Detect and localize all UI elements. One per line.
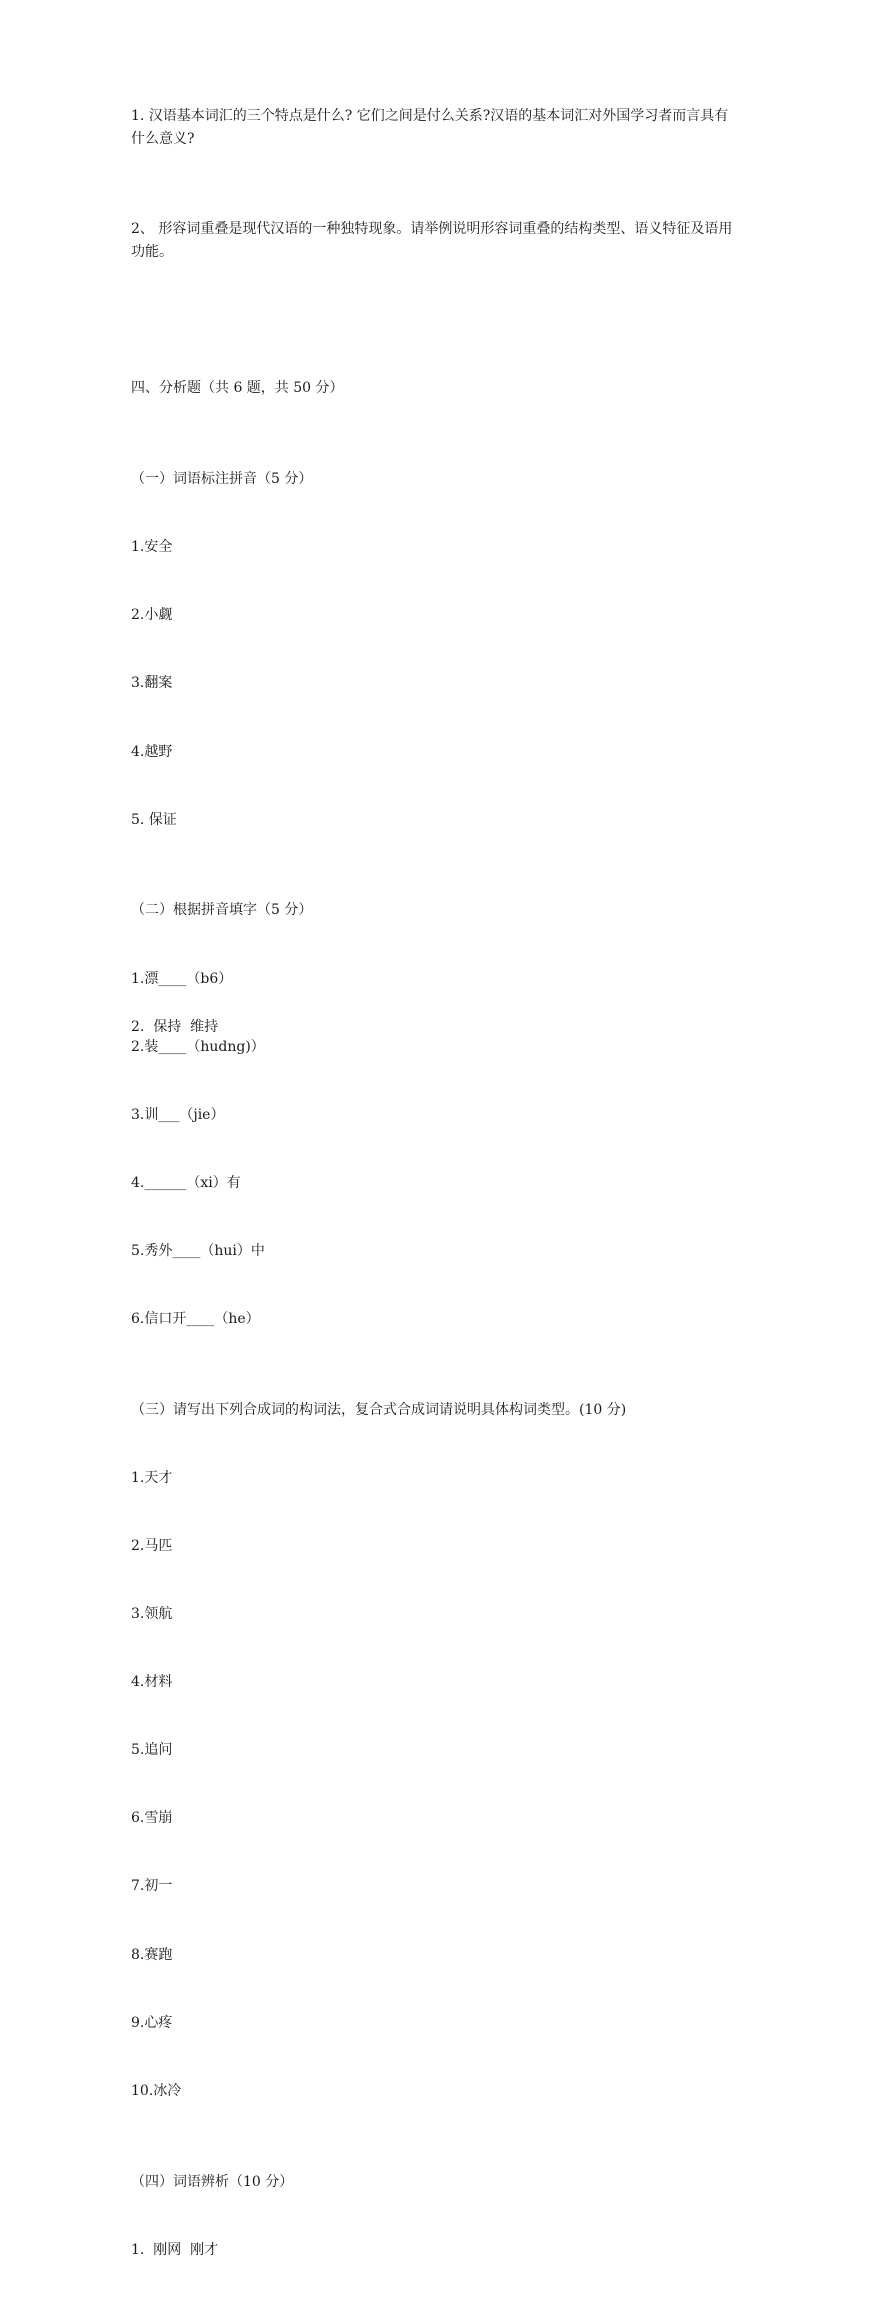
- part-3-item: 5.追问: [131, 1742, 173, 1759]
- part-2-item: 5.秀外____（hui）中: [131, 1242, 265, 1259]
- part-2-item: 3.训___（jie）: [131, 1106, 225, 1123]
- part-2-item: 4.______（xi）有: [131, 1174, 241, 1191]
- part-3-item: 2.马匹: [131, 1538, 173, 1555]
- part-3-item: 4.材料: [131, 1674, 173, 1691]
- part-3-item: 1.天才: [131, 1469, 173, 1486]
- part-1-item: 2.小觑: [131, 607, 173, 624]
- section-4: [131, 332, 751, 2307]
- section-4-title: 四、分析题（共 6 题，共 50 分）: [131, 380, 344, 397]
- part-3-item: 7.初一: [131, 1878, 173, 1895]
- part-3-item: 3.领航: [131, 1606, 173, 1623]
- part-2-heading: （二）根据拼音填字（5 分）: [131, 902, 313, 919]
- part-4-item: 1. 刚网 刚才: [131, 2241, 219, 2258]
- part-1-item: 1.安全: [131, 539, 173, 556]
- part-3-item: 9.心疼: [131, 2014, 173, 2031]
- part-3-heading: （三）请写出下列合成词的构词法，复合式合成词请说明具体构词类型。(10 分): [131, 1401, 627, 1418]
- part-2-item: 2.装____（hudng)）: [131, 1038, 265, 1055]
- part-1-heading: （一）词语标注拼音（5 分）: [131, 471, 313, 488]
- part-1-item: 4.越野: [131, 743, 173, 760]
- question-1: 1. 汉语基本词汇的三个特点是什么? 它们之间是付么关系?汉语的基本词汇对外国学习者而言具有什么意义?: [131, 108, 729, 147]
- question-2: 2、 形容词重叠是现代汉语的一种独特现象。请举例说明形容词重叠的结构类型、语义特征及语用功能。: [131, 221, 733, 260]
- part-2-item: 1.漂____（b6）: [131, 970, 233, 987]
- part-3-item: 8.赛跑: [131, 1946, 173, 1963]
- part-2-item: 6.信口开____（he）: [131, 1311, 260, 1328]
- part-4-heading: （四）词语辨析（10 分）: [131, 2173, 294, 2190]
- part-3-item: 6.雪崩: [131, 1810, 173, 1827]
- part-3-item: 10.冰冷: [131, 2082, 182, 2099]
- part-1-item: 3.翻案: [131, 675, 173, 692]
- part-4-item: 2. 保持 维持: [131, 1019, 219, 1035]
- part-1-item: 5. 保证: [131, 811, 177, 828]
